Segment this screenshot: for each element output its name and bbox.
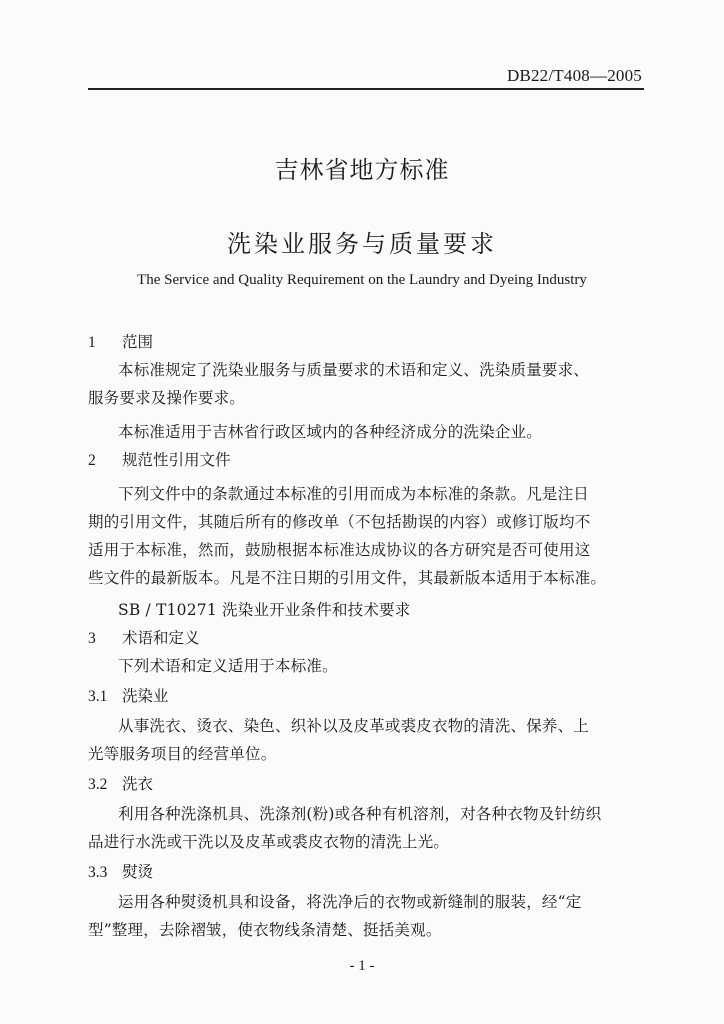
paragraph-line: 运用各种熨烫机具和设备，将洗净后的衣物或新缝制的服装，经“定: [118, 893, 582, 911]
section-number: 1: [88, 334, 96, 351]
subsection-title: 熨烫: [122, 863, 154, 881]
subsection-heading: [88, 684, 169, 706]
paragraph-line: 本标准规定了洗染业服务与质量要求的术语和定义、洗染质量要求、: [118, 361, 590, 379]
subsection-title: 洗染业: [122, 687, 169, 705]
subsection-title: 洗衣: [122, 775, 154, 793]
reference-item: SB / T10271 洗染业开业条件和技术要求: [118, 601, 411, 619]
document-title-en: The Service and Quality Requirement on the Laundry and Dyeing Industry: [137, 272, 587, 288]
paragraph-line: 本标准适用于吉林省行政区域内的各种经济成分的洗染企业。: [118, 423, 542, 441]
subsection-heading: [88, 860, 153, 882]
paragraph-line: 品进行水洗或干洗以及皮革或裘皮衣物的清洗上光。: [88, 833, 450, 851]
section-title: 范围: [122, 333, 154, 351]
document-title-cn: 洗染业服务与质量要求: [227, 230, 497, 258]
section-title: 规范性引用文件: [122, 451, 231, 469]
section-number: 2: [88, 452, 96, 469]
standard-name: 吉林省地方标准: [274, 156, 450, 184]
paragraph-line: 从事洗衣、烫衣、染色、织补以及皮革或裘皮衣物的清洗、保养、上: [118, 717, 590, 735]
paragraph-line: 服务要求及操作要求。: [88, 389, 246, 407]
section-heading: [88, 330, 153, 352]
paragraph-line: 光等服务项目的经营单位。: [88, 745, 277, 763]
subsection-number: 3.1: [88, 688, 108, 705]
header-rule: [88, 88, 644, 90]
subsection-number: 3.3: [88, 864, 108, 881]
section-heading: [88, 448, 231, 470]
paragraph-line: 下列术语和定义适用于本标准。: [118, 657, 338, 675]
paragraph-line: 利用各种洗涤机具、洗涤剂(粉)或各种有机溶剂，对各种衣物及针纺织: [118, 805, 602, 823]
section-number: 3: [88, 630, 96, 647]
section-title: 术语和定义: [122, 629, 200, 647]
page-number: - 1 -: [349, 958, 375, 974]
paragraph-line: 期的引用文件，其随后所有的修改单（不包括勘误的内容）或修订版均不: [88, 513, 591, 531]
section-heading: [88, 626, 200, 648]
paragraph-line: 适用于本标准，然而，鼓励根据本标准达成协议的各方研究是否可使用这: [88, 541, 591, 559]
paragraph-line: 下列文件中的条款通过本标准的引用而成为本标准的条款。凡是注日: [118, 485, 590, 503]
paragraph-line: 型”整理，去除褶皱，使衣物线条清楚、挺括美观。: [88, 921, 442, 939]
standard-code: DB22/T408—2005: [506, 66, 642, 85]
subsection-number: 3.2: [88, 776, 108, 793]
subsection-heading: [88, 772, 153, 794]
paragraph-line: 些文件的最新版本。凡是不注日期的引用文件，其最新版本适用于本标准。: [88, 569, 607, 587]
